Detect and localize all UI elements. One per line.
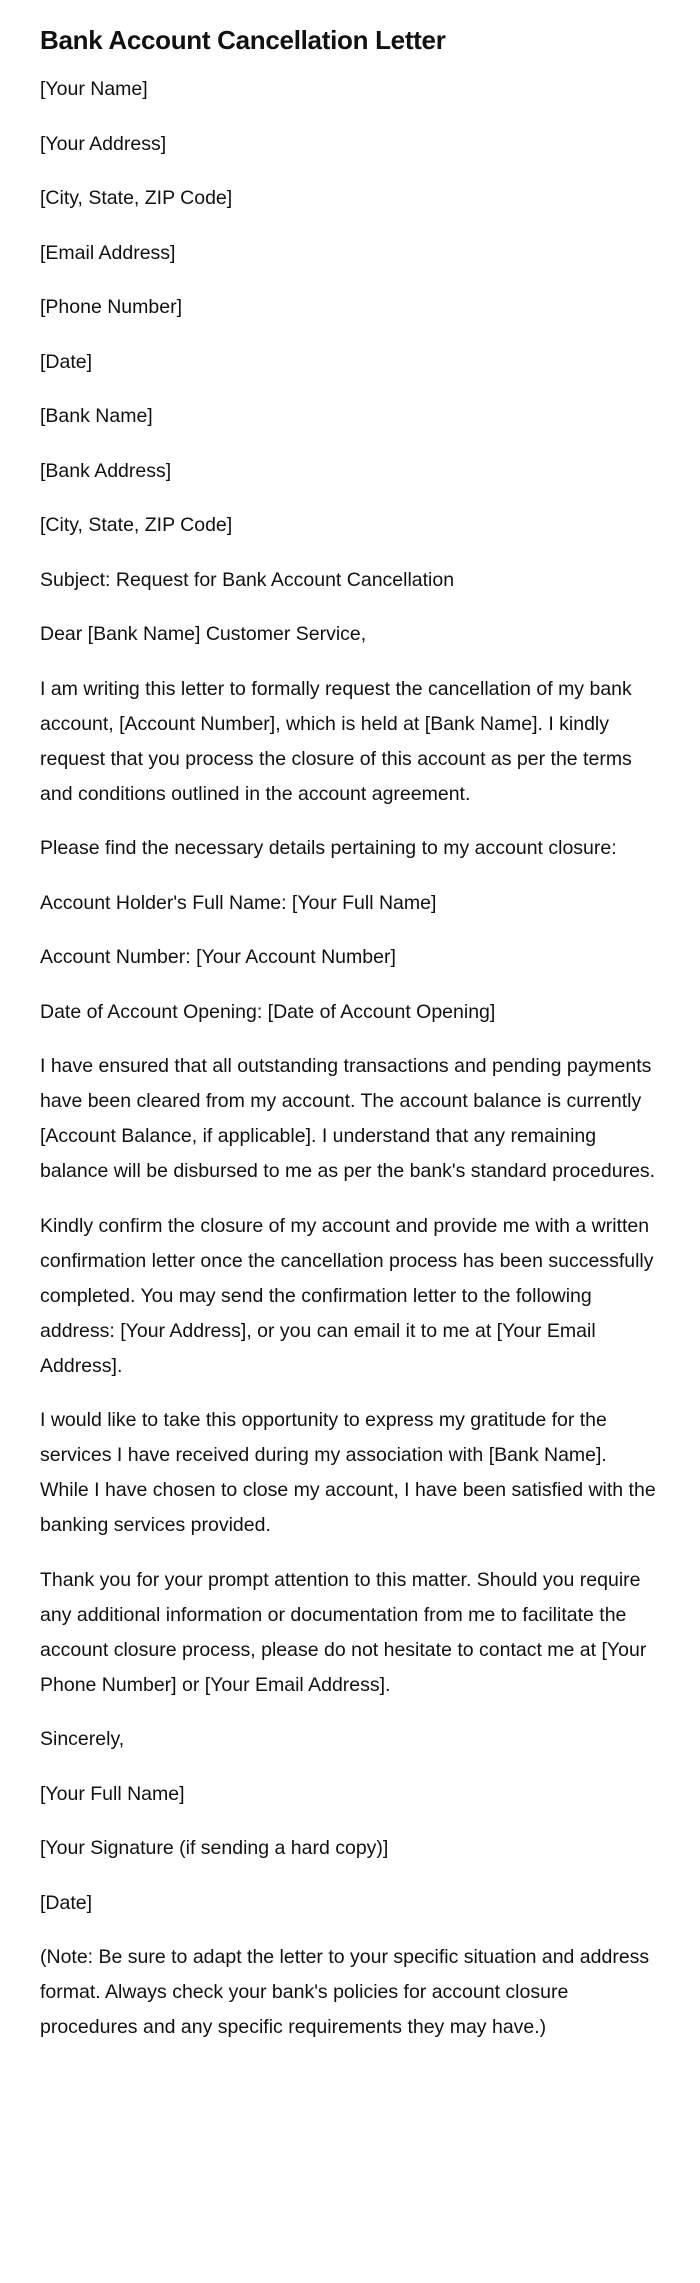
body-paragraph: Thank you for your prompt attention to this matter. Should you require any additional information or documentation from me to facilitate the account closure process, please do not hesitate to contact me at [Your Phone Number] or [Your Email Address]. bbox=[40, 1568, 647, 1696]
recipient-bank-address: [Bank Address] bbox=[40, 459, 172, 482]
signature-line: [Your Signature (if sending a hard copy)] bbox=[40, 1837, 389, 1859]
detail-account-holder: Account Holder's Full Name: [Your Full Name] bbox=[40, 891, 437, 914]
document-title: Bank Account Cancellation Letter bbox=[40, 25, 446, 55]
signature-date: [Date] bbox=[40, 1891, 93, 1914]
sender-address: [Your Address] bbox=[40, 132, 167, 155]
note: (Note: Be sure to adapt the letter to your specific situation and address format. Always check your bank's policies for account closure procedures and any specific requirements they may have.) bbox=[40, 1946, 650, 2038]
body-paragraph: I would like to take this opportunity to express my gratitude for the services I have received during my association with [Bank Name]. While I have chosen to close my account, I have been satisfied with the banking services provided. bbox=[40, 1409, 656, 1536]
letter-date: [Date] bbox=[40, 350, 93, 373]
detail-opening-date: Date of Account Opening: [Date of Account Opening] bbox=[40, 1000, 496, 1023]
body-paragraph: Kindly confirm the closure of my account and provide me with a written confirmation letter once the cancellation process has been successfully completed. You may send the confirmation letter to the following address: [Your Address], or you can email it to me at [Your Email Address]. bbox=[40, 1214, 654, 1377]
recipient-bank-name: [Bank Name] bbox=[40, 405, 153, 427]
body-paragraph: Please find the necessary details pertaining to my account closure: bbox=[40, 837, 617, 859]
sender-city-state-zip: [City, State, ZIP Code] bbox=[40, 187, 233, 209]
sender-email: [Email Address] bbox=[40, 241, 176, 264]
detail-account-number: Account Number: [Your Account Number] bbox=[40, 946, 396, 968]
sender-phone: [Phone Number] bbox=[40, 296, 182, 318]
subject-line: Subject: Request for Bank Account Cancellation bbox=[40, 568, 455, 591]
sender-name: [Your Name] bbox=[40, 78, 148, 100]
signature-name: [Your Full Name] bbox=[40, 1782, 185, 1805]
recipient-city-state-zip: [City, State, ZIP Code] bbox=[40, 514, 233, 536]
body-paragraph: I am writing this letter to formally request the cancellation of my bank account, [Account Number], which is held at [Bank Name]. I kindly request that you process the closure of this account as per the terms and conditions outlined in the account agreement. bbox=[40, 677, 632, 805]
closing: Sincerely, bbox=[40, 1728, 125, 1750]
body-paragraph: I have ensured that all outstanding transactions and pending payments have been cleared from my account. The account balance is currently [Account Balance, if applicable]. I understand that any remaining balance will be disbursed to me as per the bank's standard procedures. bbox=[40, 1055, 656, 1182]
salutation: Dear [Bank Name] Customer Service, bbox=[40, 623, 367, 645]
